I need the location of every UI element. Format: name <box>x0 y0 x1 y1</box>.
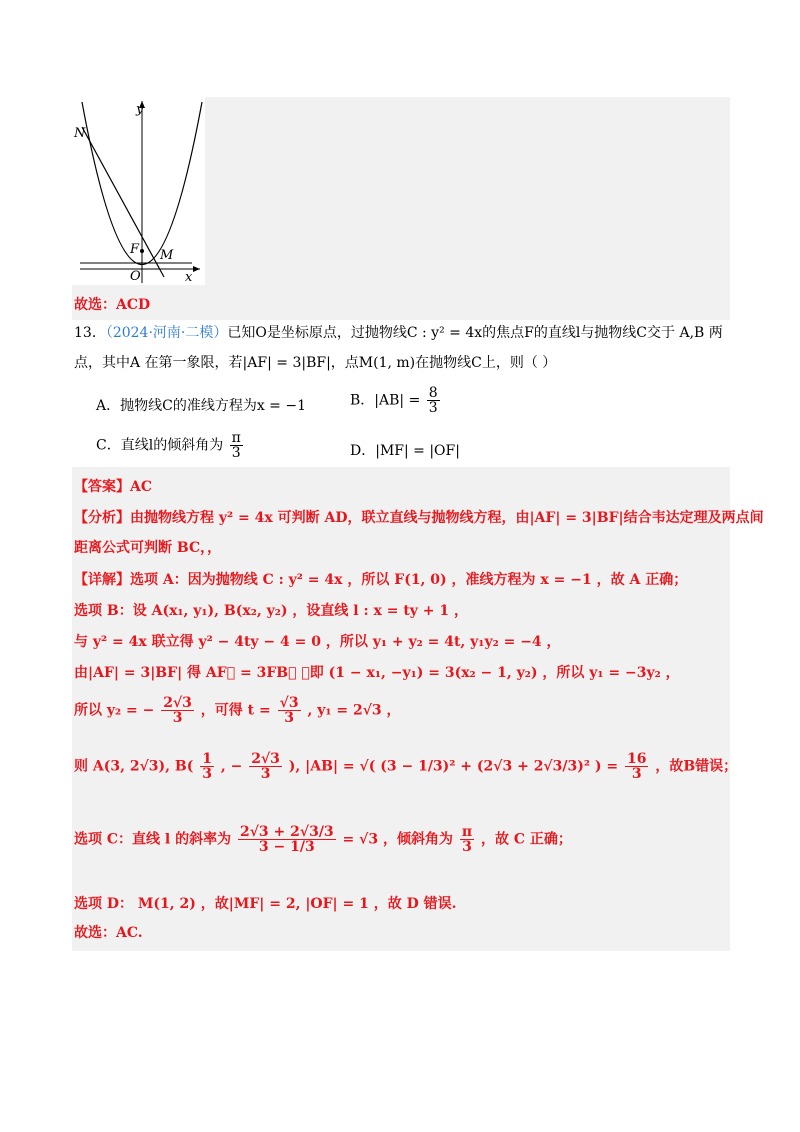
option-b: B．|AB| = $\frac{8}{3}$ <box>350 385 438 416</box>
y-axis-label: y <box>136 102 144 117</box>
final-answer: 故选：AC. <box>74 925 143 941</box>
option-c: C．直线l的倾斜角为 $\frac{\pi}{3}$ <box>96 430 241 461</box>
option-d: D．|MF| = |OF| <box>350 443 460 459</box>
origin-label: O <box>130 269 141 284</box>
point-m-label: M <box>160 248 174 263</box>
question-line-2: 点，其中A 在第一象限，若|AF| = 3|BF|，点M(1, m)在抛物线C上，则（ ） <box>74 355 557 371</box>
detail-a: 【详解】选项 A：因为抛物线 C : y² = 4x ，所以 F(1, 0) ，准线方程为 x = −1 ，故 A 正确； <box>74 572 688 588</box>
question-line-1 <box>74 322 723 342</box>
option-a: A．抛物线C的准线方程为x = −1 <box>96 398 306 414</box>
question-text-1: 已知O是坐标原点，过抛物线C : y² = 4x的焦点F的直线l与抛物线C交于 A,B 两 <box>227 325 723 341</box>
detail-b-5: 则 A(3, 2√3), B( $\frac{1}{3}$ , − $\frac{2√3}{3}$ ), |AB| = √( (3 − 1/3)² + (2√3 + 2√3/3)² ) = $\frac{16}{3}$ ，故B错误； <box>74 751 738 782</box>
previous-answer: 故选：ACD <box>74 297 151 313</box>
point-n-label: N <box>74 126 86 141</box>
analysis-line-1: 【分析】由抛物线方程 y² = 4x 可判断 AD，联立直线与抛物线方程，由|AF| = 3|BF|结合韦达定理及两点间 <box>74 510 764 526</box>
detail-b-3: 由|AF| = 3|BF| 得 AF⃗ = 3FB⃗ ，即 (1 − x₁, −y₁) = 3(x₂ − 1, y₂) ，所以 y₁ = −3y₂ ， <box>74 665 680 681</box>
option-c-fraction: $\frac{\pi}{3}$ <box>231 430 241 461</box>
question-source: （2024·河南·二模） <box>105 325 228 341</box>
parabola-graph <box>72 97 205 285</box>
analysis-line-2: 距离公式可判断 BC，， <box>74 540 222 556</box>
detail-b-2: 与 y² = 4x 联立得 y² − 4ty − 4 = 0 ，所以 y₁ + y₂ = 4t, y₁y₂ = −4 ， <box>74 634 561 650</box>
detail-b-1: 选项 B：设 A(x₁, y₁), B(x₂, y₂) ，设直线 l : x = ty + 1 ， <box>74 603 469 619</box>
detail-b-4: 所以 y₂ = − $\frac{2√3}{3}$ ，可得 t = $\frac{√3}{3}$ , y₁ = 2√3 ， <box>74 695 401 726</box>
point-f-label: F <box>130 242 140 257</box>
x-axis-label: x <box>185 270 193 285</box>
answer-line: 【答案】AC <box>74 479 153 495</box>
question-number: 13． <box>74 325 106 341</box>
detail-c: 选项 C：直线 l 的斜率为 $\frac{2√3 + 2√3/3}{3 - 1/3}$ = √3 ，倾斜角为 $\frac{\pi}{3}$ ，故 C 正确； <box>74 824 572 855</box>
option-b-fraction: $\frac{8}{3}$ <box>428 385 438 416</box>
parabola-figure <box>72 97 205 285</box>
detail-d: 选项 D： M(1, 2) ，故|MF| = 2, |OF| = 1 ，故 D 错误. <box>74 896 457 912</box>
